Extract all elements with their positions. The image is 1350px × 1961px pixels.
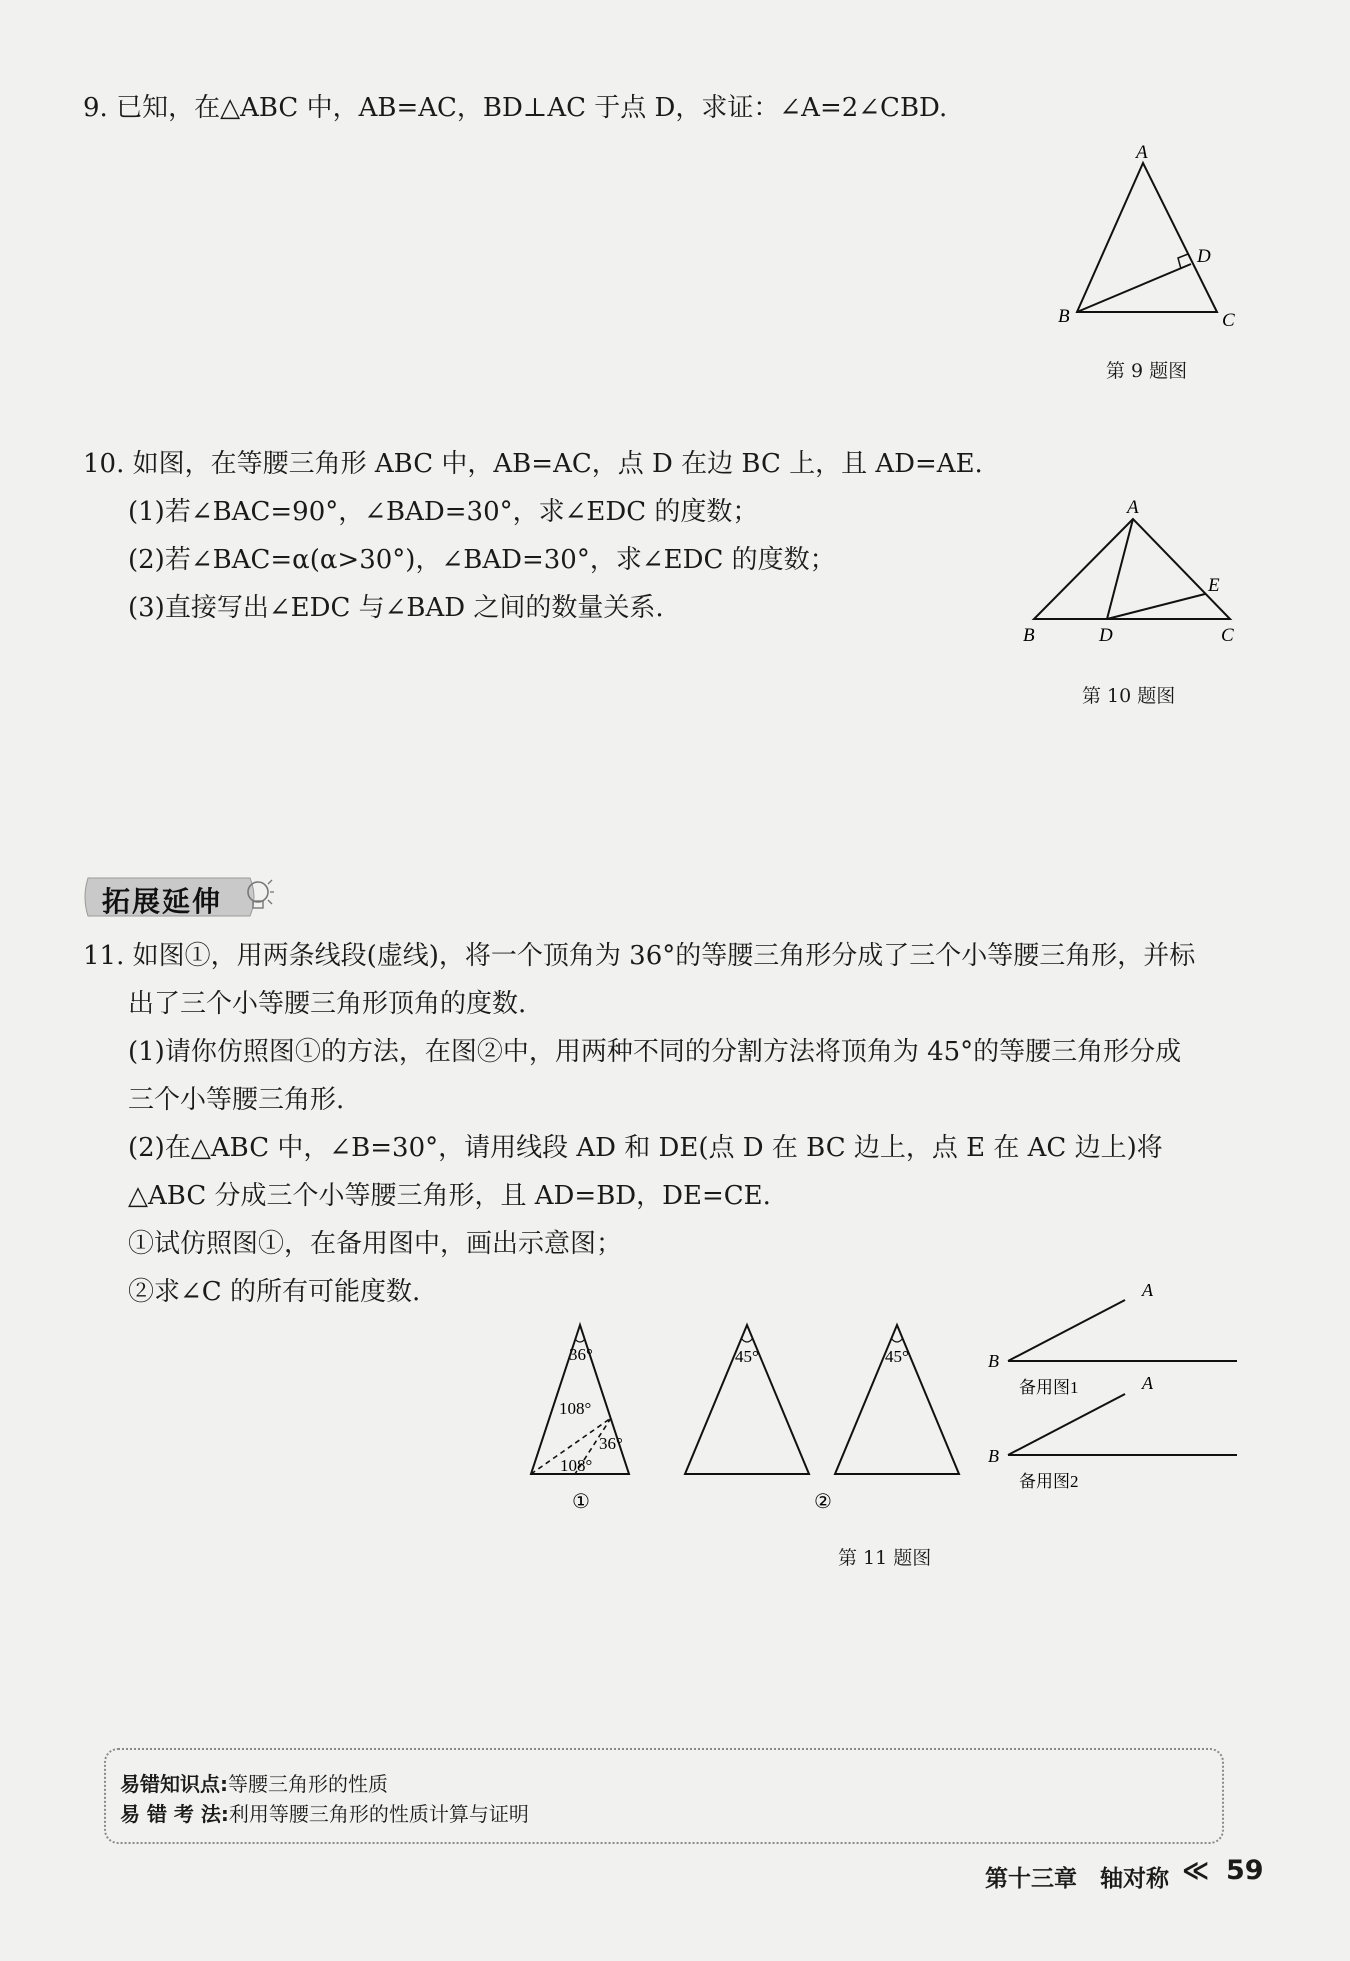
spare2-ray-a	[1008, 1394, 1125, 1455]
figure-label: ②	[814, 1491, 832, 1513]
label-b: B	[1058, 306, 1070, 327]
figure-10	[1015, 495, 1255, 655]
label-a: A	[1127, 497, 1139, 518]
angle-arc-a	[741, 1338, 753, 1342]
question-11-part-1-cont: 三个小等腰三角形.	[128, 1085, 345, 1115]
note-text-1: 等腰三角形的性质	[228, 1772, 388, 1796]
angle-b: 45°	[885, 1347, 909, 1366]
question-11-part-1: (1)请你仿照图①的方法，在图②中，用两种不同的分割方法将顶角为 45°的等腰三角形分成	[128, 1037, 1182, 1067]
spare1-label-a: A	[1142, 1280, 1153, 1300]
label-d: D	[1197, 246, 1211, 267]
question-10-text: 10. 如图，在等腰三角形 ABC 中，AB=AC，点 D 在边 BC 上，且 AD=AE.	[83, 449, 983, 479]
spare2-label-b: B	[988, 1446, 999, 1466]
label-c: C	[1222, 310, 1235, 331]
figure-11-1	[525, 1318, 635, 1518]
question-10-part-2: (2)若∠BAC=α(α>30°)，∠BAD=30°，求∠EDC 的度数；	[128, 545, 836, 575]
question-11-part-2-cont: △ABC 分成三个小等腰三角形，且 AD=BD，DE=CE.	[128, 1181, 771, 1211]
question-10-part-3: (3)直接写出∠EDC 与∠BAD 之间的数量关系.	[128, 593, 664, 623]
question-9-text: 9. 已知，在△ABC 中，AB=AC，BD⊥AC 于点 D，求证：∠A=2∠CBD.	[83, 93, 948, 123]
note-label-2: 易 错 考 法:	[120, 1802, 229, 1826]
figure-9-caption: 第 9 题图	[1106, 360, 1188, 382]
label-c: C	[1221, 625, 1234, 646]
footer-chapter: 第十三章	[985, 1866, 1077, 1892]
footer-arrows-icon: ≪	[1182, 1856, 1210, 1886]
spare1-ray-a	[1008, 1300, 1125, 1361]
label-e: E	[1208, 575, 1220, 596]
figure-11-2	[680, 1318, 970, 1518]
question-10-part-1: (1)若∠BAC=90°，∠BAD=30°，求∠EDC 的度数；	[128, 497, 759, 527]
note-label-1: 易错知识点:	[120, 1772, 228, 1796]
spare1-caption: 备用图1	[1019, 1378, 1079, 1397]
page-number: 59	[1226, 1855, 1264, 1886]
figure-10-caption: 第 10 题图	[1082, 685, 1176, 707]
question-11-subpart-2: ②求∠C 的所有可能度数.	[128, 1277, 421, 1307]
section-title: 拓展延伸	[102, 885, 223, 918]
note-line-1	[120, 1768, 388, 1797]
triangle-abc	[1077, 163, 1217, 312]
angle-arc-b	[891, 1338, 903, 1342]
section-tag	[80, 872, 275, 922]
figure-11-caption: 第 11 题图	[838, 1547, 932, 1569]
note-text-2: 利用等腰三角形的性质计算与证明	[228, 1802, 529, 1826]
question-11-text: 11. 如图①，用两条线段(虚线)，将一个顶角为 36°的等腰三角形分成了三个小等腰三角形，并标	[83, 941, 1196, 971]
angle-a: 45°	[735, 1347, 759, 1366]
triangle-abc	[1034, 519, 1230, 619]
spare2-caption: 备用图2	[1019, 1472, 1079, 1491]
angle-right: 36°	[599, 1434, 623, 1453]
spare2-label-a: A	[1142, 1373, 1153, 1393]
spare1-label-b: B	[988, 1351, 999, 1371]
spare-figures	[985, 1275, 1245, 1505]
segment-de	[1107, 594, 1205, 619]
question-11-subpart-1: ①试仿照图①，在备用图中，画出示意图；	[128, 1229, 623, 1259]
question-11-text-cont: 出了三个小等腰三角形顶角的度数.	[128, 989, 527, 1019]
label-b: B	[1023, 625, 1035, 646]
note-line-2	[120, 1798, 529, 1827]
segment-ad	[1107, 519, 1133, 619]
error-prone-notes	[104, 1748, 1224, 1844]
angle-top: 36°	[569, 1345, 593, 1364]
figure-label: ①	[572, 1491, 590, 1513]
angle-bottom: 108°	[560, 1456, 593, 1475]
angle-arc-top	[575, 1339, 585, 1342]
label-d: D	[1099, 625, 1113, 646]
footer-title: 轴对称	[1100, 1866, 1169, 1892]
question-11-part-2: (2)在△ABC 中，∠B=30°，请用线段 AD 和 DE(点 D 在 BC 边上，点 E 在 AC 边上)将	[128, 1133, 1163, 1163]
label-a: A	[1136, 142, 1148, 163]
figure-9	[1050, 140, 1250, 340]
angle-mid: 108°	[559, 1399, 592, 1418]
